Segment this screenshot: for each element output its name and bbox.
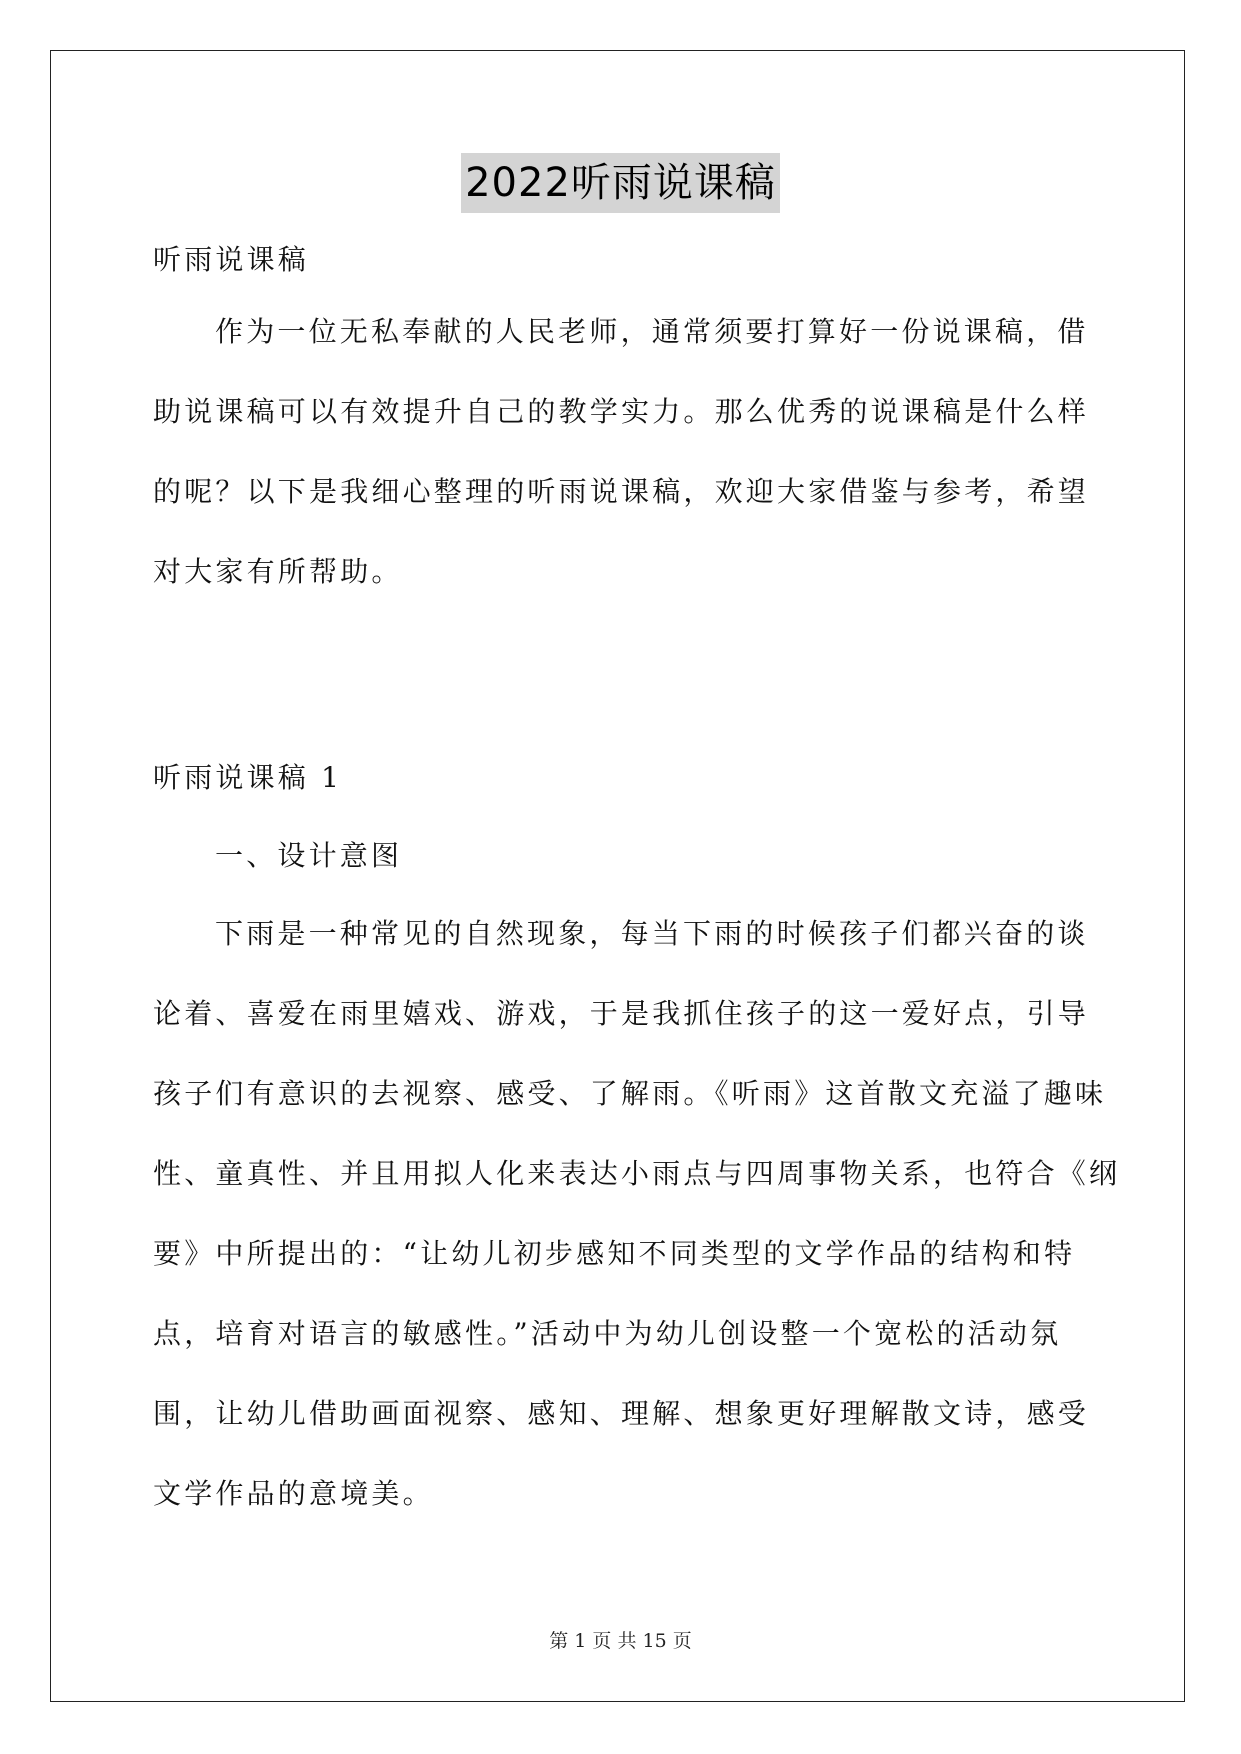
body-line: 性、童真性、并且用拟人化来表达小雨点与四周事物关系，也符合《纲 <box>153 1157 1121 1190</box>
body-line: 孩子们有意识的去视察、感受、了解雨。《听雨》这首散文充溢了趣味 <box>153 1077 1107 1110</box>
document-title: 2022听雨说课稿 <box>461 153 780 213</box>
title-container <box>0 153 1241 213</box>
body-line: 文学作品的意境美。 <box>153 1477 434 1510</box>
section-heading: 听雨说课稿 1 <box>153 761 343 794</box>
body-line: 论着、喜爱在雨里嬉戏、游戏，于是我抓住孩子的这一爱好点，引导 <box>153 997 1090 1030</box>
intro-line: 的呢？以下是我细心整理的听雨说课稿，欢迎大家借鉴与参考，希望 <box>153 475 1090 508</box>
body-line: 下雨是一种常见的自然现象，每当下雨的时候孩子们都兴奋的谈 <box>215 917 1089 950</box>
body-paragraph <box>153 914 1121 1554</box>
body-line: 围，让幼儿借助画面视察、感知、理解、想象更好理解散文诗，感受 <box>153 1397 1090 1430</box>
intro-paragraph <box>153 312 1088 632</box>
intro-line: 助说课稿可以有效提升自己的教学实力。那么优秀的说课稿是什么样 <box>153 395 1090 428</box>
body-line: 要》中所提出的：“让幼儿初步感知不同类型的文学作品的结构和特 <box>153 1237 1076 1270</box>
intro-line: 作为一位无私奉献的人民老师，通常须要打算好一份说课稿，借 <box>215 315 1089 348</box>
document-subtitle: 听雨说课稿 <box>153 243 310 276</box>
page-footer: 第 1 页 共 15 页 <box>549 1630 692 1652</box>
intro-line: 对大家有所帮助。 <box>153 555 403 588</box>
subsection-heading: 一、设计意图 <box>215 839 403 872</box>
body-line: 点，培育对语言的敏感性。”活动中为幼儿创设整一个宽松的活动氛 <box>153 1317 1062 1350</box>
